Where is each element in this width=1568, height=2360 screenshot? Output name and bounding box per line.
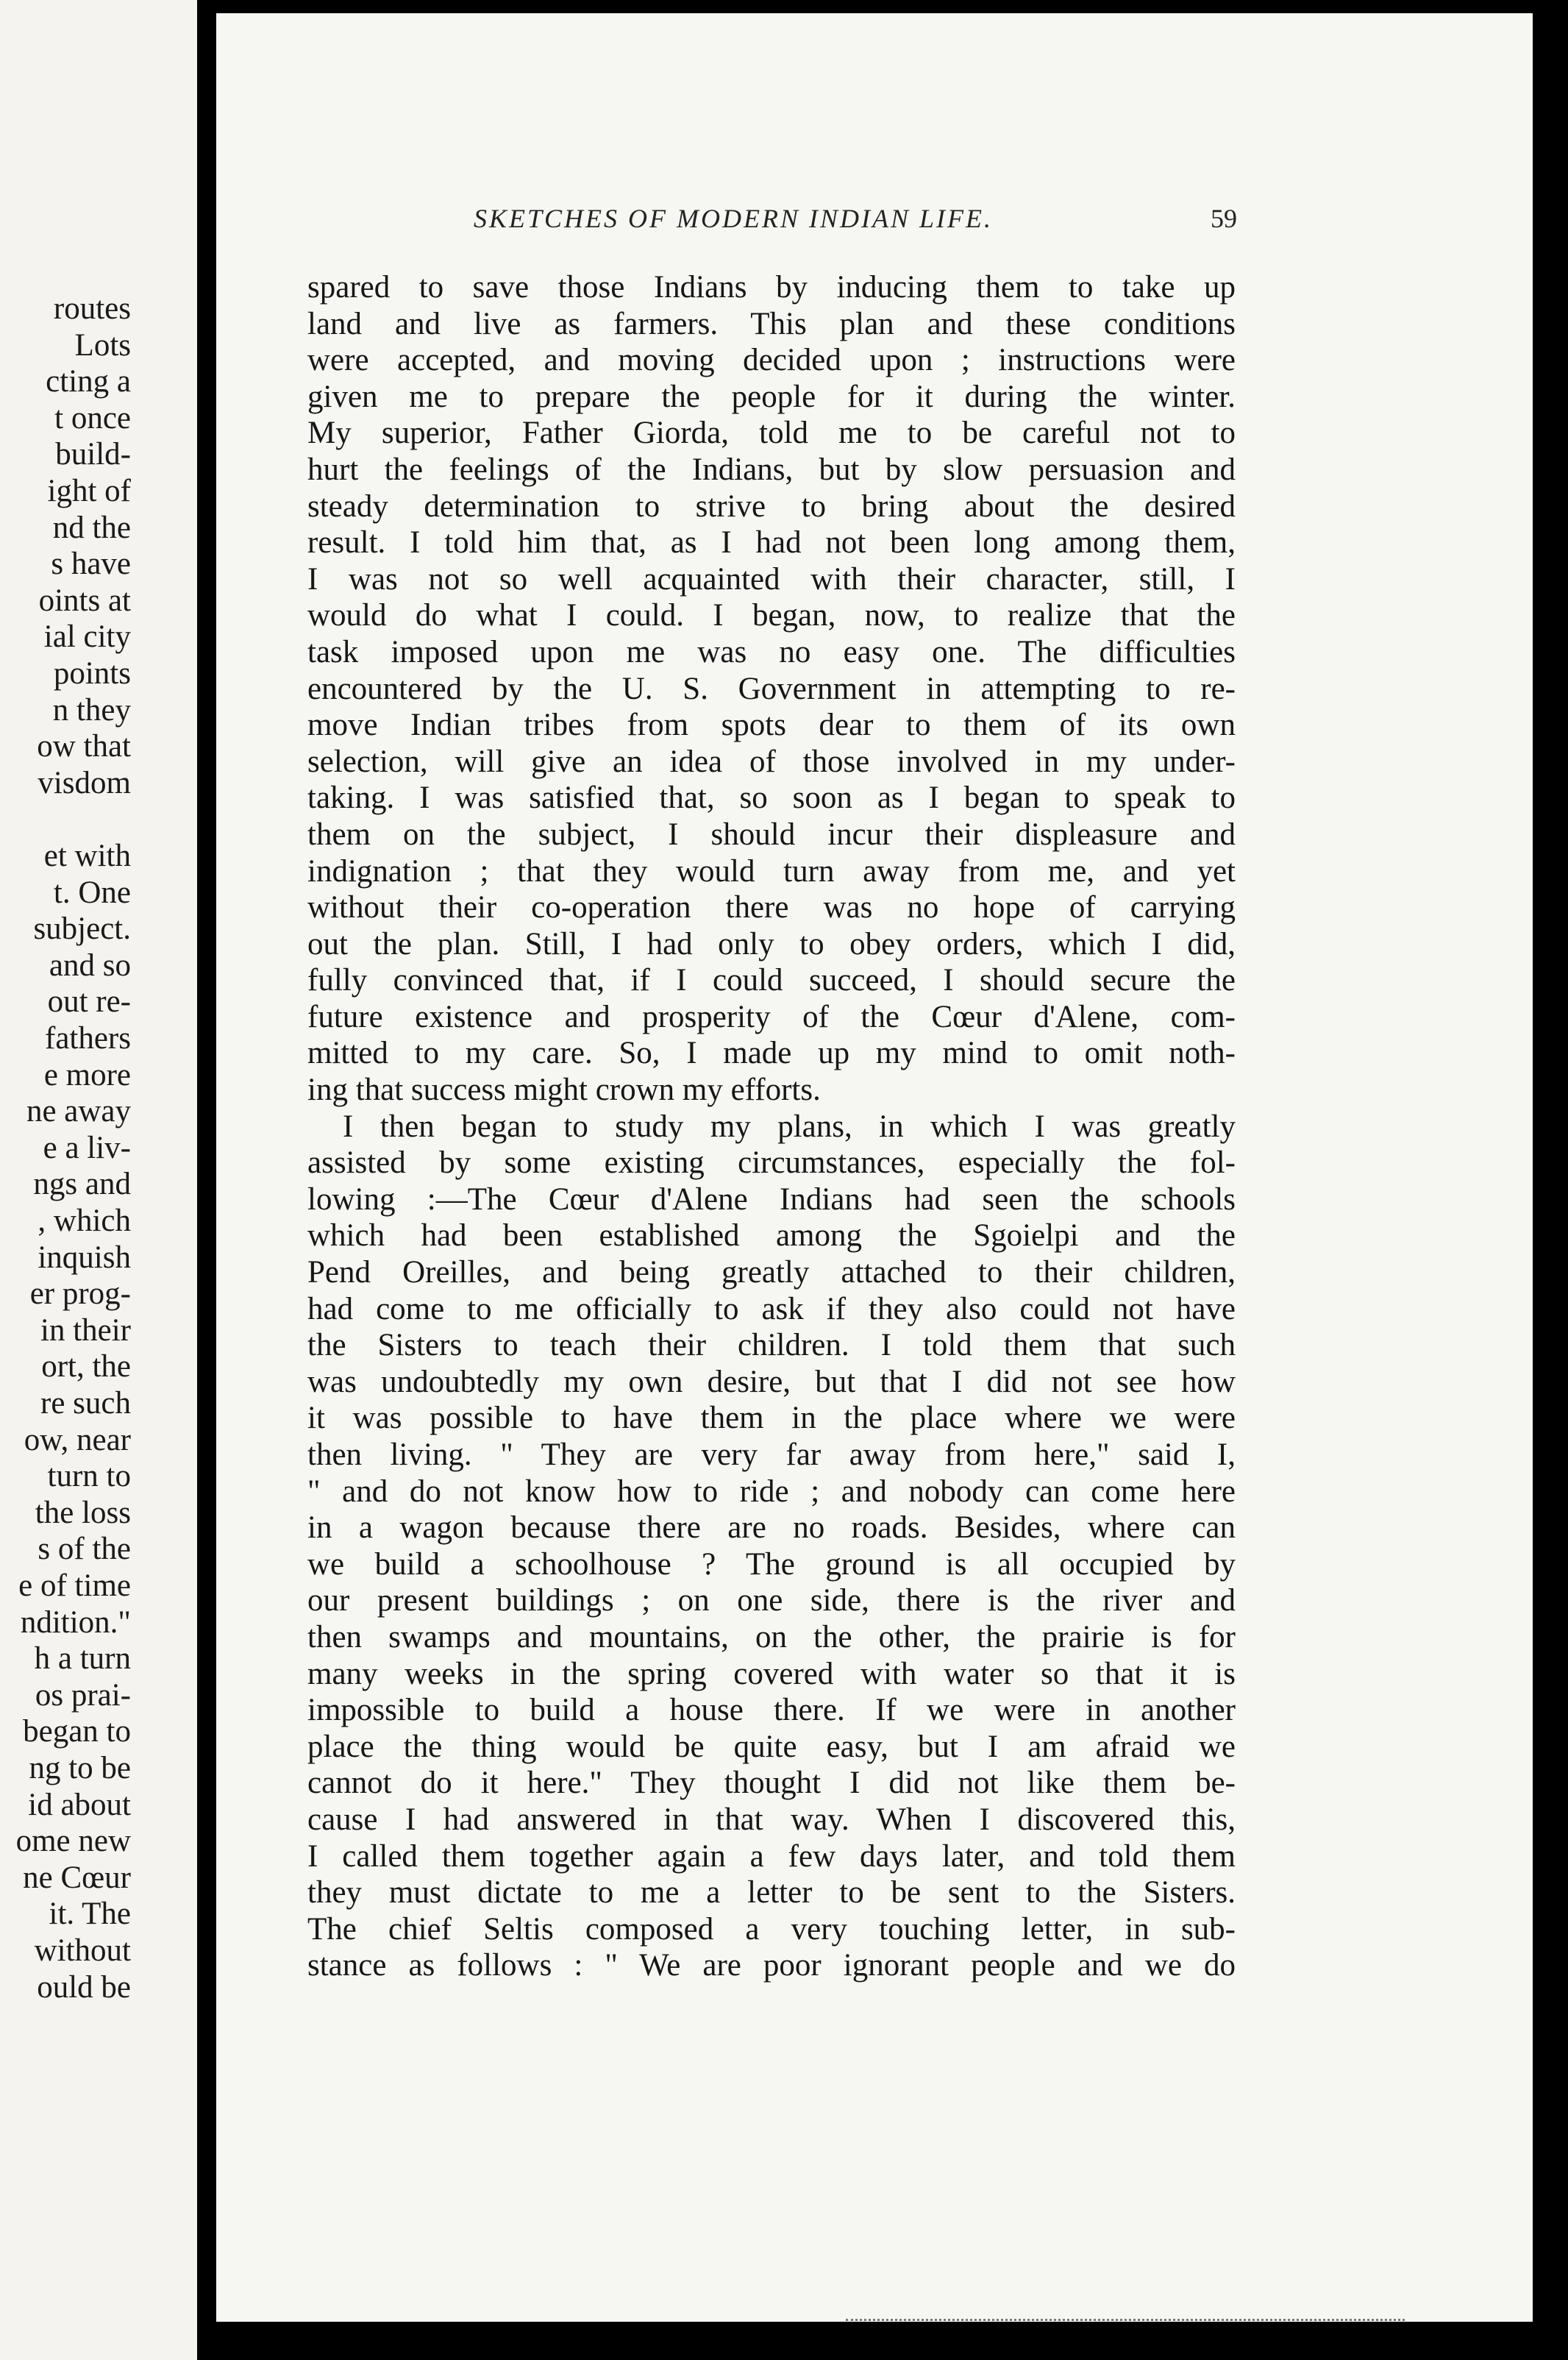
text-line: in a wagon because there are no roads. Besides, where can (307, 1510, 1236, 1546)
facing-page-line: e more (43, 1057, 131, 1092)
facing-page-line: nd the (52, 510, 131, 545)
text-line: had come to me officially to ask if they also could not have (307, 1291, 1236, 1326)
text-line: steady determination to strive to bring about the desired (307, 488, 1236, 524)
text-line: then living. " They are very far away from here," said I, (307, 1437, 1236, 1472)
text-line: task imposed upon me was no easy one. The difficulties (307, 634, 1236, 669)
facing-page-line: without (34, 1933, 131, 1968)
facing-page-line: ngs and (33, 1167, 131, 1202)
facing-page-line: n they (52, 692, 131, 728)
facing-page-line: t once (54, 400, 131, 436)
facing-page-line: ne away (26, 1094, 131, 1129)
facing-page-line: began to (23, 1714, 131, 1749)
text-line: My superior, Father Giorda, told me to be careful not to (307, 416, 1236, 451)
text-line: spared to save those Indians by inducing them to take up (307, 270, 1236, 305)
facing-page-line: t. One (53, 875, 131, 910)
facing-page-line: ne Cœur (23, 1860, 131, 1895)
text-line: them on the subject, I should incur their displeasure and (307, 817, 1236, 852)
book-page (216, 13, 1533, 2322)
facing-page-line: inquish (38, 1240, 131, 1275)
facing-page-line: ome new (15, 1824, 131, 1859)
facing-page-line: e of time (18, 1568, 131, 1603)
facing-page-line: ow that (37, 729, 131, 764)
text-line: result. I told him that, as I had not been long among them, (307, 525, 1236, 561)
text-line: the Sisters to teach their children. I told them that such (307, 1328, 1236, 1363)
body-text (307, 269, 1236, 1984)
text-line: lowing :—The Cœur d'Alene Indians had seen the schools (307, 1181, 1236, 1217)
text-line: assisted by some existing circumstances, especially the fol- (307, 1145, 1236, 1181)
text-line: selection, will give an idea of those involved in my under- (307, 744, 1236, 779)
facing-page-line: subject. (33, 911, 131, 947)
facing-page-line: routes (53, 291, 131, 326)
facing-page-line: it. The (49, 1897, 131, 1932)
text-line: I called them together again a few days later, and told them (307, 1838, 1236, 1874)
text-line: cause I had answered in that way. When I discovered this, (307, 1802, 1236, 1837)
facing-page-line: in their (40, 1312, 131, 1348)
facing-page-line: ight of (47, 474, 131, 508)
text-line: without their co-operation there was no hope of carrying (307, 890, 1236, 925)
text-line: they must dictate to me a letter to be sent to the Sisters. (307, 1875, 1236, 1911)
facing-page-line: e a liv- (43, 1130, 131, 1165)
text-line: indignation ; that they would turn away from me, and yet (307, 853, 1236, 889)
text-line: ing that success might crown my efforts. (307, 1073, 821, 1108)
text-line: mitted to my care. So, I made up my mind to omit noth- (307, 1036, 1236, 1071)
text-line: stance as follows : " We are poor ignorant people and we do (307, 1948, 1236, 1983)
text-line: land and live as farmers. This plan and these conditions (307, 306, 1236, 341)
facing-page-line: cting a (46, 364, 131, 399)
page-number: 59 (1211, 204, 1237, 233)
facing-page-line: ort, the (41, 1349, 131, 1385)
facing-page-line: ould be (37, 1969, 131, 2005)
text-line: The chief Seltis composed a very touching letter, in sub- (307, 1911, 1236, 1947)
text-line: place the thing would be quite easy, but I am afraid we (307, 1729, 1236, 1764)
text-line: was undoubtedly my own desire, but that I did not see how (307, 1364, 1236, 1399)
facing-page-line: et with (43, 839, 131, 873)
facing-page-line: turn to (47, 1459, 131, 1494)
facing-page-line: build- (55, 437, 131, 472)
facing-page-line: ial city (43, 619, 131, 655)
text-line: impossible to build a house there. If we were in another (307, 1693, 1236, 1728)
facing-page-line: points (53, 656, 131, 691)
text-line: taking. I was satisfied that, so soon as I began to speak to (307, 781, 1236, 816)
facing-page-line: visdom (38, 765, 131, 800)
text-line: given me to prepare the people for it during the winter. (307, 379, 1236, 414)
text-line: cannot do it here." They thought I did not like them be- (307, 1766, 1236, 1801)
text-line: future existence and prosperity of the Cœur d'Alene, com- (307, 999, 1236, 1034)
facing-page-line: s of the (38, 1532, 131, 1567)
running-head (216, 203, 1533, 247)
facing-page-line: os prai- (35, 1677, 131, 1713)
facing-page-edge (0, 0, 197, 2360)
facing-page-line: and so (49, 948, 131, 983)
text-line: then swamps and mountains, on the other, the prairie is for (307, 1619, 1236, 1655)
text-line: Pend Oreilles, and being greatly attached to their children, (307, 1255, 1236, 1290)
facing-page-line: ng to be (29, 1751, 131, 1785)
facing-page-line: out re- (47, 984, 131, 1020)
text-line: many weeks in the spring covered with water so that it is (307, 1656, 1236, 1691)
facing-page-line: h a turn (34, 1641, 131, 1677)
facing-page-line: re such (40, 1386, 131, 1421)
text-line: move Indian tribes from spots dear to them of its own (307, 708, 1236, 743)
facing-page-line: the loss (35, 1495, 131, 1530)
running-title: SKETCHES OF MODERN INDIAN LIFE. (474, 204, 993, 233)
text-line: hurt the feelings of the Indians, but by slow persuasion and (307, 452, 1236, 487)
facing-page-line: ndition." (20, 1604, 131, 1640)
text-line: I was not so well acquainted with their character, still, I (307, 561, 1236, 597)
facing-page-line: er prog- (29, 1276, 131, 1312)
text-line: I then began to study my plans, in which I was greatly (343, 1109, 1236, 1144)
text-line: were accepted, and moving decided upon ; instructions were (307, 343, 1236, 378)
text-line: it was possible to have them in the place where we were (307, 1401, 1236, 1436)
text-line: our present buildings ; on one side, there is the river and (307, 1583, 1236, 1618)
text-line: fully convinced that, if I could succeed, I should secure the (307, 963, 1236, 998)
facing-page-line: s have (51, 547, 131, 582)
text-line: encountered by the U. S. Government in attempting to re- (307, 671, 1236, 706)
text-line: out the plan. Still, I had only to obey orders, which I did, (307, 926, 1236, 962)
book-gutter (197, 0, 216, 2360)
facing-page-line: ow, near (24, 1422, 131, 1457)
facing-page-line: id about (28, 1787, 131, 1822)
text-line: which had been established among the Sgoielpi and the (307, 1218, 1236, 1254)
text-line: " and do not know how to ride ; and nobody can come here (307, 1474, 1236, 1509)
bottom-scan-artifact (846, 2319, 1405, 2324)
text-line: we build a schoolhouse ? The ground is all occupied by (307, 1546, 1236, 1582)
facing-page-line: fathers (45, 1021, 131, 1056)
facing-page-line: , which (38, 1204, 131, 1238)
facing-page-line: oints at (38, 583, 131, 618)
facing-page-line: Lots (74, 327, 131, 363)
text-line: would do what I could. I began, now, to realize that the (307, 598, 1236, 633)
